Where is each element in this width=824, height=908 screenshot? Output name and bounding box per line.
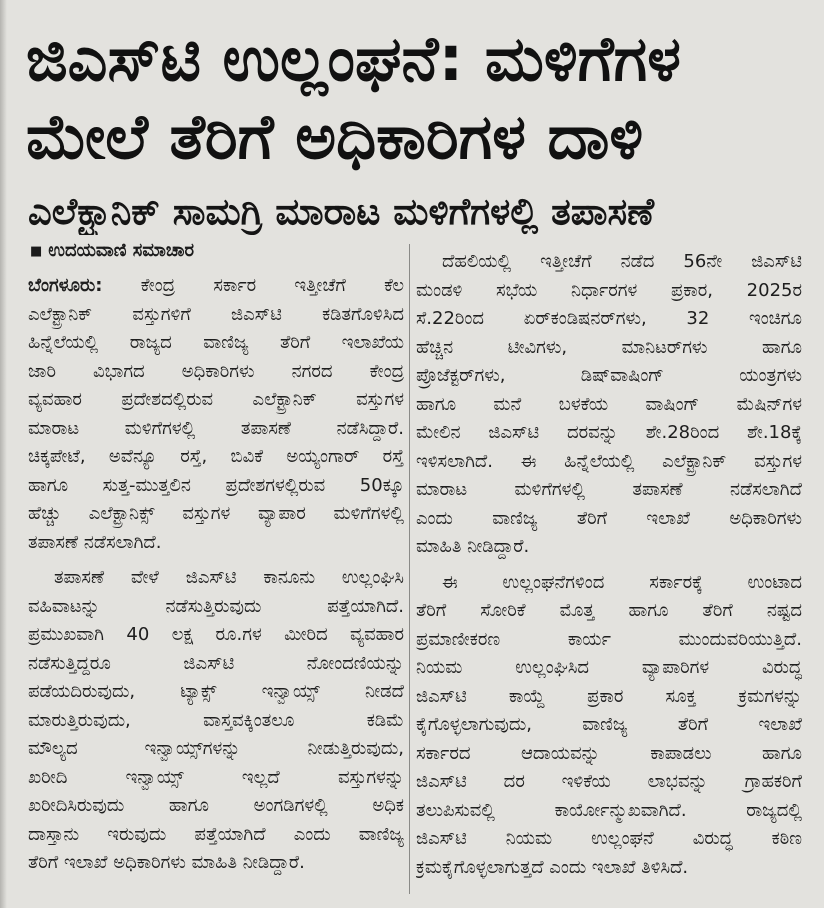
body-line: ಕ್ರಮಕೈಗೊಳ್ಳಲಾಗುತ್ತದೆ ಎಂದು ಇಲಾಖೆ ತಿಳಿಸಿದೆ. <box>416 856 689 878</box>
body-line: ಮಾರಾಟ ಮಳಿಗೆಗಳಲ್ಲಿ ತಪಾಸಣೆ ನಡೆಸಲಾಗಿದೆ <box>416 479 802 500</box>
body-line: ದೆಹಲಿಯಲ್ಲಿ ಇತ್ತೀಚೆಗೆ ನಡೆದ 56ನೇ ಜಿಎಸ್‌ಟಿ <box>442 251 802 272</box>
body-line: ಈ ಉಲ್ಲಂಘನೆಗಳಿಂದ ಸರ್ಕಾರಕ್ಕೆ ಉಂಟಾದ <box>442 571 802 593</box>
body-line: ಹಾಗೂ ಮನೆ ಬಳಕೆಯ ವಾಷಿಂಗ್ ಮೆಷಿನ್‌ಗಳ <box>416 393 802 415</box>
left-column <box>28 272 404 878</box>
paragraph <box>28 272 404 557</box>
body-line: ಹಿನ್ನೆಲೆಯಲ್ಲಿ ರಾಜ್ಯದ ವಾಣಿಜ್ಯ ತೆರಿಗೆ ಇಲಾಖೆಯ <box>28 332 404 353</box>
body-line: ವ್ಯವಹಾರ ಪ್ರದೇಶದಲ್ಲಿರುವ ಎಲೆಕ್ಟ್ರಾನಿಕ್ ವಸ್ತುಗಳ <box>28 389 404 410</box>
body-line: ಪ್ರಮುಖವಾಗಿ 40 ಲಕ್ಷ ರೂ.ಗಳ ಮೀರಿದ ವ್ಯವಹಾರ <box>28 624 404 645</box>
body-line: ಖರೀದಿಸಿರುವುದು ಹಾಗೂ ಅಂಗಡಿಗಳಲ್ಲಿ ಅಧಿಕ <box>28 795 404 816</box>
body-line: ತಪಾಸಣೆ ವೇಳೆ ಜಿಎಸ್‌ಟಿ ಕಾನೂನು ಉಲ್ಲಂಘಿಸಿ <box>54 567 404 588</box>
body-line: ತಪಾಸಣೆ ನಡೆಸಲಾಗಿದೆ. <box>28 531 162 553</box>
paragraph <box>416 569 802 883</box>
body-line: ಎಂದು ವಾಣಿಜ್ಯ ತೆರಿಗೆ ಇಲಾಖೆ ಅಧಿಕಾರಿಗಳು <box>416 507 802 529</box>
body-line: ನಿಯಮ ಉಲ್ಲಂಘಿಸಿದ ವ್ಯಾಪಾರಿಗಳ ವಿರುದ್ಧ <box>416 657 802 678</box>
right-column <box>416 248 802 882</box>
body-line: ಇಳಿಸಲಾಗಿದೆ. ಈ ಹಿನ್ನೆಲೆಯಲ್ಲಿ ಎಲೆಕ್ಟ್ರಾನಿಕ್ ವಸ್ತುಗಳ <box>416 450 802 472</box>
body-line: ಮೌಲ್ಯದ ಇನ್ವಾಯ್ಸ್‌ಗಳನ್ನು ನೀಡುತ್ತಿರುವುದು, <box>28 738 404 759</box>
body-line: ತೆರಿಗೆ ಇಲಾಖೆ ಅಧಿಕಾರಿಗಳು ಮಾಹಿತಿ ನೀಡಿದ್ದಾರೆ. <box>28 852 305 873</box>
body-line: ಮಾರಾಟ ಮಳಿಗೆಗಳಲ್ಲಿ ತಪಾಸಣೆ ನಡೆಸಿದ್ದಾರೆ. <box>28 417 404 439</box>
body-line: ಮಾರುತ್ತಿರುವುದು, ವಾಸ್ತವಕ್ಕಿಂತಲೂ ಕಡಿಮೆ <box>28 709 404 731</box>
headline-line-1: ಜಿಎಸ್‌ಟಿ ಉಲ್ಲಂಘನೆ: ಮಳಿಗೆಗಳ <box>26 22 681 95</box>
body-line: ತೆರಿಗೆ ಸೋರಿಕೆ ಮೊತ್ತ ಹಾಗೂ ತೆರಿಗೆ ನಷ್ಟದ <box>416 600 802 621</box>
body-line: ಮೇಲಿನ ಜಿಎಸ್‌ಟಿ ದರವನ್ನು ಶೇ.28ರಿಂದ ಶೇ.18ಕ್ಕೆ <box>416 422 802 443</box>
body-line: ಚಿಕ್ಕಪೇಟೆ, ಅವೆನ್ಯೂ ರಸ್ತೆ, ಬಿವಿಕೆ ಅಯ್ಯಂಗಾರ್ ರಸ್ತೆ <box>28 446 404 467</box>
body-line-text: ಕೇಂದ್ರ ಸರ್ಕಾರ ಇತ್ತೀಚೆಗೆ ಕೆಲ <box>140 275 404 296</box>
body-line: ನಡೆಸುತ್ತಿದ್ದರೂ ಜಿಎಸ್‌ಟಿ ನೋಂದಣಿಯನ್ನು <box>28 652 404 674</box>
body-line: ಸರ್ಕಾರದ ಆದಾಯವನ್ನು ಕಾಪಾಡಲು ಹಾಗೂ <box>416 742 802 764</box>
body-line: ಹಾಗೂ ಸುತ್ತ-ಮುತ್ತಲಿನ ಪ್ರದೇಶಗಳಲ್ಲಿರುವ 50ಕ್ಕೂ <box>28 474 404 496</box>
body-line: ಜಿಎಸ್‌ಟಿ ನಿಯಮ ಉಲ್ಲಂಘನೆ ವಿರುದ್ಧ ಕಠಿಣ <box>416 828 802 849</box>
body-line: ತಲುಪಿಸುವಲ್ಲಿ ಕಾರ್ಯೋನ್ಮುಖವಾಗಿದೆ. ರಾಜ್ಯದಲ್ಲಿ <box>416 799 802 821</box>
article-subheadline: ಎಲೆಕ್ಟ್ರಾನಿಕ್ ಸಾಮಗ್ರಿ ಮಾರಾಟ ಮಳಿಗೆಗಳಲ್ಲಿ ತಪಾಸಣೆ <box>28 190 655 233</box>
body-line: ಮಂಡಳಿ ಸಭೆಯ ನಿರ್ಧಾರಗಳ ಪ್ರಕಾರ, 2025ರ <box>416 279 802 301</box>
body-line: ದಾಸ್ತಾನು ಇರುವುದು ಪತ್ತೆಯಾಗಿದೆ ಎಂದು ವಾಣಿಜ್ಯ <box>28 823 404 845</box>
paragraph <box>28 564 404 878</box>
body-line: ಪ್ರೊಜೆಕ್ಟರ್‌ಗಳು, ಡಿಷ್‌ವಾಷಿಂಗ್ ಯಂತ್ರಗಳು <box>416 365 802 386</box>
body-line: ಪಡೆಯದಿರುವುದು, ಟ್ಯಾಕ್ಸ್ ಇನ್ವಾಯ್ಸ್ ನೀಡದೆ <box>28 681 404 702</box>
paper-edge-shadow <box>0 0 7 908</box>
body-line: ಸೆ.22ರಿಂದ ಏರ್‌ಕಂಡಿಷನರ್‌ಗಳು, 32 ಇಂಚಿಗೂ <box>416 308 802 329</box>
body-line: ಹೆಚ್ಚು ಎಲೆಕ್ಟ್ರಾನಿಕ್ಸ್ ವಸ್ತುಗಳ ವ್ಯಾಪಾರ ಮಳಿಗೆಗಳಲ್ಲಿ <box>28 503 404 524</box>
article-headline <box>26 20 806 176</box>
body-line: ಖರೀದಿ ಇನ್ವಾಯ್ಸ್ ಇಲ್ಲದೆ ವಸ್ತುಗಳನ್ನು <box>28 766 404 788</box>
headline-line-2: ಮೇಲೆ ತೆರಿಗೆ ಅಧಿಕಾರಿಗಳ ದಾಳಿ <box>26 100 644 173</box>
body-line: ಹೆಚ್ಚಿನ ಟೀವಿಗಳು, ಮಾನಿಟರ್‌ಗಳು ಹಾಗೂ <box>416 336 802 358</box>
column-divider <box>409 244 410 894</box>
body-line: ಜಿಎಸ್‌ಟಿ ಕಾಯ್ದೆ ಪ್ರಕಾರ ಸೂಕ್ತ ಕ್ರಮಗಳನ್ನು <box>416 685 802 707</box>
byline-text: ಉದಯವಾಣಿ ಸಮಾಚಾರ <box>48 240 194 261</box>
byline <box>30 238 400 264</box>
body-line: ಜಿಎಸ್‌ಟಿ ದರ ಇಳಿಕೆಯ ಲಾಭವನ್ನು ಗ್ರಾಹಕರಿಗೆ <box>416 771 802 792</box>
body-line: ಎಲೆಕ್ಟ್ರಾನಿಕ್ ವಸ್ತುಗಳಿಗೆ ಜಿಎಸ್‌ಟಿ ಕಡಿತಗೊಳಿಸಿದ <box>28 303 404 325</box>
byline-square-icon: ■ <box>30 244 43 259</box>
paragraph <box>416 248 802 562</box>
body-line <box>28 272 404 301</box>
body-line: ವಹಿವಾಟನ್ನು ನಡೆಸುತ್ತಿರುವುದು ಪತ್ತೆಯಾಗಿದೆ. <box>28 595 404 617</box>
body-line: ಕೈಗೊಳ್ಳಲಾಗುವುದು, ವಾಣಿಜ್ಯ ತೆರಿಗೆ ಇಲಾಖೆ <box>416 714 802 735</box>
body-line: ಮಾಹಿತಿ ನೀಡಿದ್ದಾರೆ. <box>416 536 530 557</box>
body-line: ಜಾರಿ ವಿಭಾಗದ ಅಧಿಕಾರಿಗಳು ನಗರದ ಕೇಂದ್ರ <box>28 360 404 382</box>
body-line: ಪ್ರಮಾಣೀಕರಣ ಕಾರ್ಯ ಮುಂದುವರಿಯುತ್ತಿದೆ. <box>416 628 802 650</box>
dateline: ಬೆಂಗಳೂರು: <box>28 275 103 296</box>
